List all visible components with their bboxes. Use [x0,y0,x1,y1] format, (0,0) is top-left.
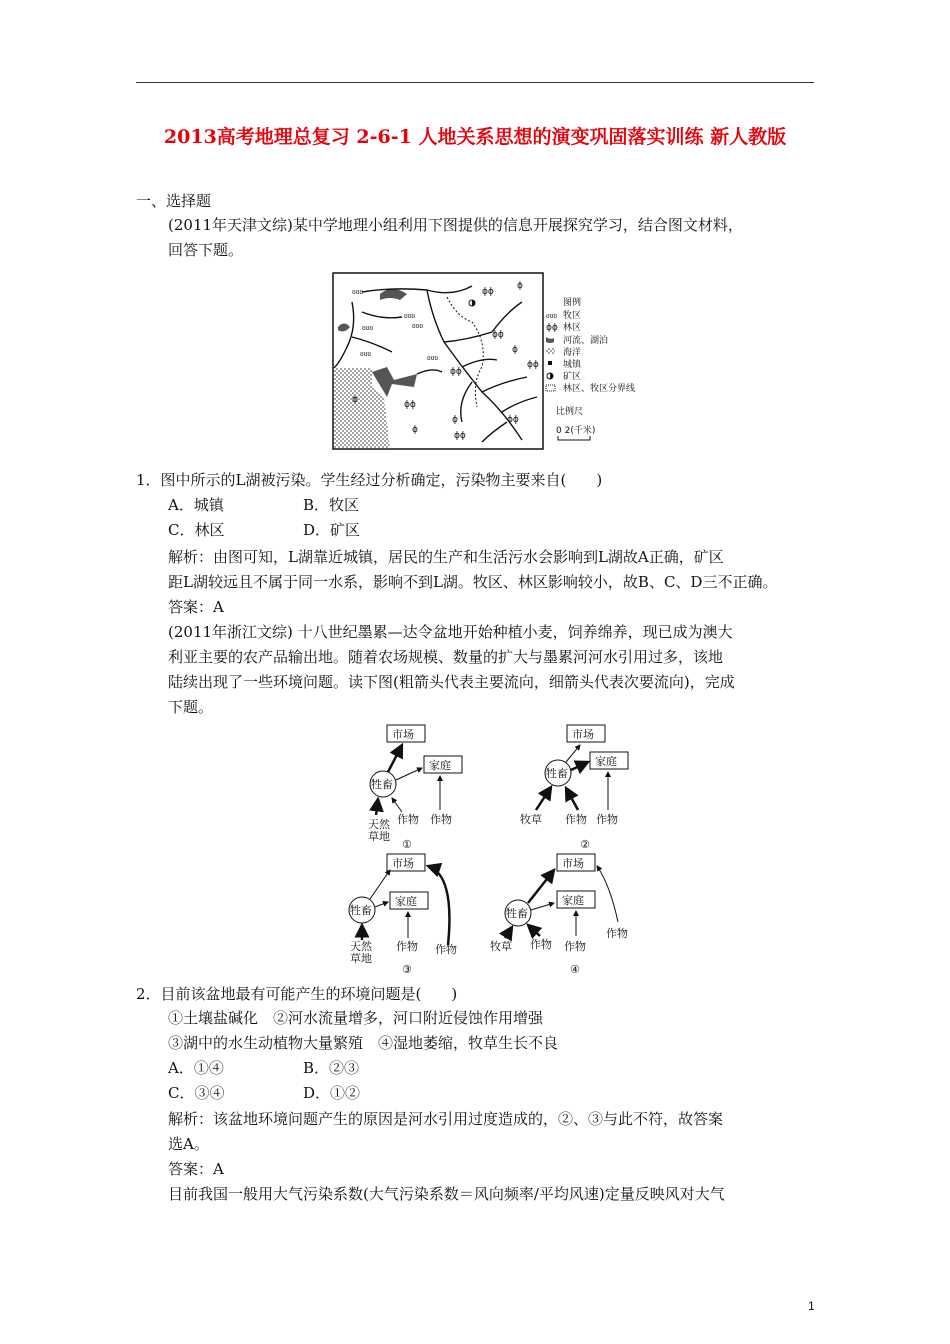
q2-option-c: C．③④ [168,1084,225,1102]
d4-crop-2: 作物 [564,940,586,953]
legend-town: 城镇 [563,360,582,370]
q2-item-1: ①土壤盐碱化 ②河水流量增多，河口附近侵蚀作用增强 [168,1009,544,1027]
svg-text:ϕ: ϕ [412,425,418,435]
svg-text:ϕϕ: ϕϕ [450,367,462,377]
d4-livestock: 牲畜 [506,907,528,920]
d1-livestock: 牲畜 [371,778,393,791]
svg-text:ϕ: ϕ [512,345,518,355]
intro2-line4: 下题。 [168,698,214,716]
d2-forage: 牧草 [520,813,542,826]
svg-text:ʊʊʊ: ʊʊʊ [362,325,374,332]
flow-diagram-3 [349,854,457,976]
d3-family: 家庭 [395,895,417,908]
q2-option-b: B．②③ [303,1059,360,1077]
q1-stem: 1．图中所示的L湖被污染。学生经过分析确定，污染物主要来自( ) [136,471,603,489]
d2-num: ② [580,838,590,851]
d4-crop-3: 作物 [606,927,628,940]
svg-text:ʊʊʊ: ʊʊʊ [412,323,424,330]
legend-pasture: 牧区 [563,311,582,321]
d2-crop-1: 作物 [565,813,587,826]
d3-grass-1: 天然 [350,940,372,953]
q2-analysis-2: 选A。 [168,1135,209,1153]
map-legend [546,296,635,440]
intro1-line2: 回答下题。 [168,241,244,259]
d2-family: 家庭 [595,755,617,768]
svg-text:ϕϕ: ϕϕ [454,431,466,441]
svg-text:ϕ: ϕ [517,281,523,291]
d3-crop-2: 作物 [435,943,457,956]
d3-num: ③ [402,963,412,976]
legend-ocean: 海洋 [563,348,582,358]
svg-text:ϕϕ: ϕϕ [507,415,519,425]
d1-crop-2: 作物 [430,813,452,826]
svg-text:ʊʊʊ: ʊʊʊ [352,289,364,296]
svg-text:ϕϕ: ϕϕ [404,400,416,410]
q1-option-b: B．牧区 [303,496,360,514]
q2-item-2: ③湖中的水生动植物大量繁殖 ④湿地萎缩，牧草生长不良 [168,1034,559,1052]
legend-boundary: 林区、牧区分界线 [563,384,636,394]
svg-text:ϕϕ: ϕϕ [546,323,558,333]
d1-grass-2: 草地 [368,830,390,843]
q1-analysis-2: 距L湖较远且不属于同一水系，影响不到L湖。牧区、林区影响较小，故B、C、D三不正确。 [168,573,778,591]
d3-grass-2: 草地 [350,952,372,965]
d1-crop-1: 作物 [397,813,419,826]
q1-analysis-1: 解析：由图可知，L湖靠近城镇，居民的生产和生活污水会影响到L湖故A正确，矿区 [168,548,724,566]
d3-market: 市场 [392,857,414,870]
q2-option-a: A．①④ [168,1059,224,1077]
svg-text:ϕ: ϕ [352,395,358,405]
d3-crop-1: 作物 [396,940,418,953]
flow-diagram-1 [368,725,462,851]
scale-label: 比例尺 [556,407,584,417]
d4-market: 市场 [562,857,584,870]
header-rule [136,82,814,83]
d1-family: 家庭 [429,759,451,772]
svg-text:ϕϕ: ϕϕ [482,287,494,297]
svg-text:ʊʊʊ: ʊʊʊ [427,355,439,362]
map-figure [332,272,636,452]
q1-option-a: A．城镇 [168,496,224,514]
intro2-line1: (2011年浙江文综) 十八世纪墨累—达令盆地开始种植小麦，饲养绵养，现已成为澳大 [168,623,733,641]
intro2-line3: 陆续出现了一些环境问题。读下图(粗箭头代表主要流向，细箭头代表次要流向)，完成 [168,673,735,691]
d4-crop-1: 作物 [530,938,552,951]
intro1-line1: (2011年天津文综)某中学地理小组利用下图提供的信息开展探究学习，结合图文材料， [168,216,743,234]
d1-grass-1: 天然 [368,818,390,831]
d2-market: 市场 [572,728,594,741]
d1-num: ① [402,838,412,851]
svg-text:ʊʊʊ: ʊʊʊ [360,351,372,358]
svg-text:ϕϕ: ϕϕ [527,360,539,370]
scale-values: 0 2(千米) [556,426,596,436]
svg-text:ϕ: ϕ [452,415,458,425]
page-number: 1 [808,1299,815,1313]
legend-river-lake: 河流、湖泊 [563,336,609,346]
q1-answer: 答案：A [168,598,224,616]
d4-forage: 牧草 [490,940,512,953]
legend-title: 图例 [563,298,582,308]
flow-diagrams [340,720,640,980]
flow-diagram-2 [520,725,628,851]
d2-crop-2: 作物 [596,813,618,826]
d4-num: ④ [570,963,580,976]
q2-analysis-1: 解析：该盆地环境问题产生的原因是河水引用过度造成的，②、③与此不符，故答案 [168,1110,724,1128]
q2-stem: 2．目前该盆地最有可能产生的环境问题是( ) [136,985,458,1003]
q1-option-d: D．矿区 [303,521,361,539]
svg-text:ʊʊʊ: ʊʊʊ [546,313,558,320]
q2-answer: 答案：A [168,1160,224,1178]
svg-text:ʊʊʊ: ʊʊʊ [404,313,416,320]
legend-forest: 林区 [563,323,582,333]
d3-livestock: 牲畜 [350,904,372,917]
d2-livestock: 牲畜 [546,767,568,780]
d4-family: 家庭 [562,894,584,907]
flow-diagram-4 [490,854,628,976]
page-title: 2013高考地理总复习 2-6-1 人地关系思想的演变巩固落实训练 新人教版 [163,126,787,148]
svg-text:ϕϕ: ϕϕ [492,330,504,340]
section-heading: 一、选择题 [136,192,212,210]
q2-option-d: D．①② [303,1084,361,1102]
legend-mine: 矿区 [563,372,582,382]
intro2-line2: 利亚主要的农产品输出地。随着农场规模、数量的扩大与墨累河河水引用过多，该地 [168,648,724,666]
d1-market: 市场 [392,728,414,741]
tail-text: 目前我国一般用大气污染系数(大气污染系数＝风向频率/平均风速)定量反映风对大气 [168,1185,725,1203]
q1-option-c: C．林区 [168,521,225,539]
